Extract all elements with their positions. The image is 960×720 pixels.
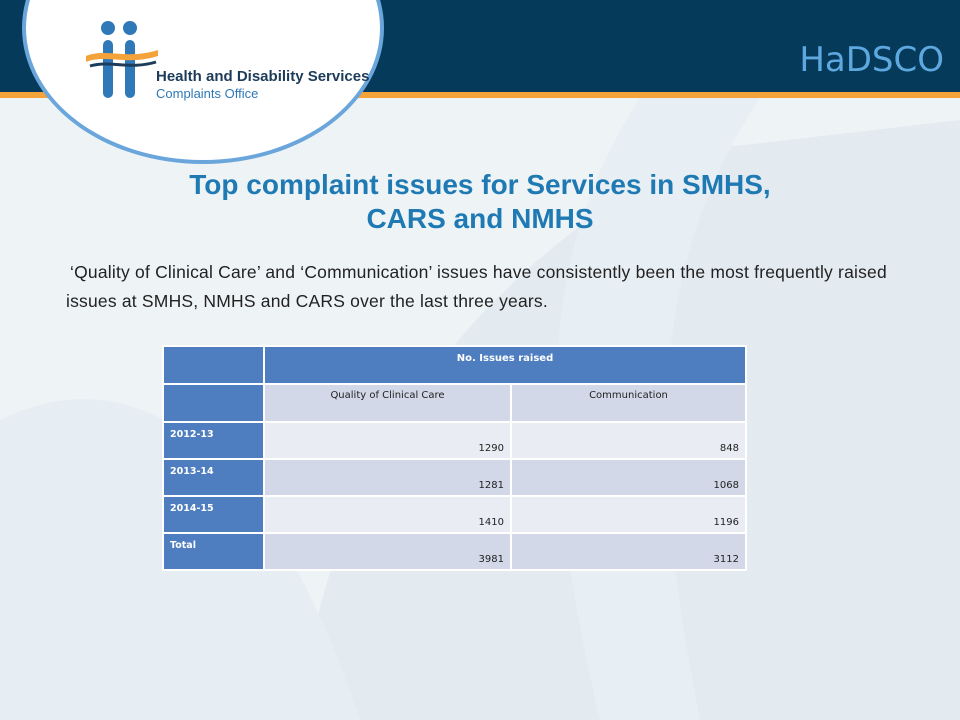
table-group-header: No. Issues raised: [264, 346, 746, 384]
table-row: [163, 422, 746, 459]
logo-subtitle: Complaints Office: [156, 86, 259, 101]
row-label: 2012-13: [163, 422, 264, 459]
cell-communication: 1068: [511, 459, 746, 496]
table-row: [163, 459, 746, 496]
cell-quality: 3981: [264, 533, 511, 570]
row-label: 2014-15: [163, 496, 264, 533]
slide-body-text: ‘Quality of Clinical Care’ and ‘Communication’ issues have consistently been the most frequently raised issues at SMHS, NMHS and CARS over the last three years.: [66, 262, 887, 311]
slide-title-line2: CARS and NMHS: [366, 203, 594, 234]
table-subheader-row: [163, 384, 746, 422]
logo-title: Health and Disability Services: [156, 68, 370, 85]
table-row: [163, 533, 746, 570]
column-header-quality: Quality of Clinical Care: [264, 384, 511, 422]
slide-title: [0, 168, 960, 236]
cell-quality: 1410: [264, 496, 511, 533]
issues-table: [162, 345, 747, 571]
table-subheader-corner: [163, 384, 264, 422]
cell-quality: 1290: [264, 422, 511, 459]
cell-quality: 1281: [264, 459, 511, 496]
table-row: [163, 496, 746, 533]
table-header-row: [163, 346, 746, 384]
column-header-communication: Communication: [511, 384, 746, 422]
brand-wordmark: HaDSCO: [799, 40, 944, 80]
cell-communication: 1196: [511, 496, 746, 533]
cell-communication: 848: [511, 422, 746, 459]
row-label: Total: [163, 533, 264, 570]
hadsco-logo-icon: [86, 20, 160, 102]
slide-title-line1: Top complaint issues for Services in SMHS,: [189, 169, 771, 200]
table-corner-cell: [163, 346, 264, 384]
cell-communication: 3112: [511, 533, 746, 570]
row-label: 2013-14: [163, 459, 264, 496]
